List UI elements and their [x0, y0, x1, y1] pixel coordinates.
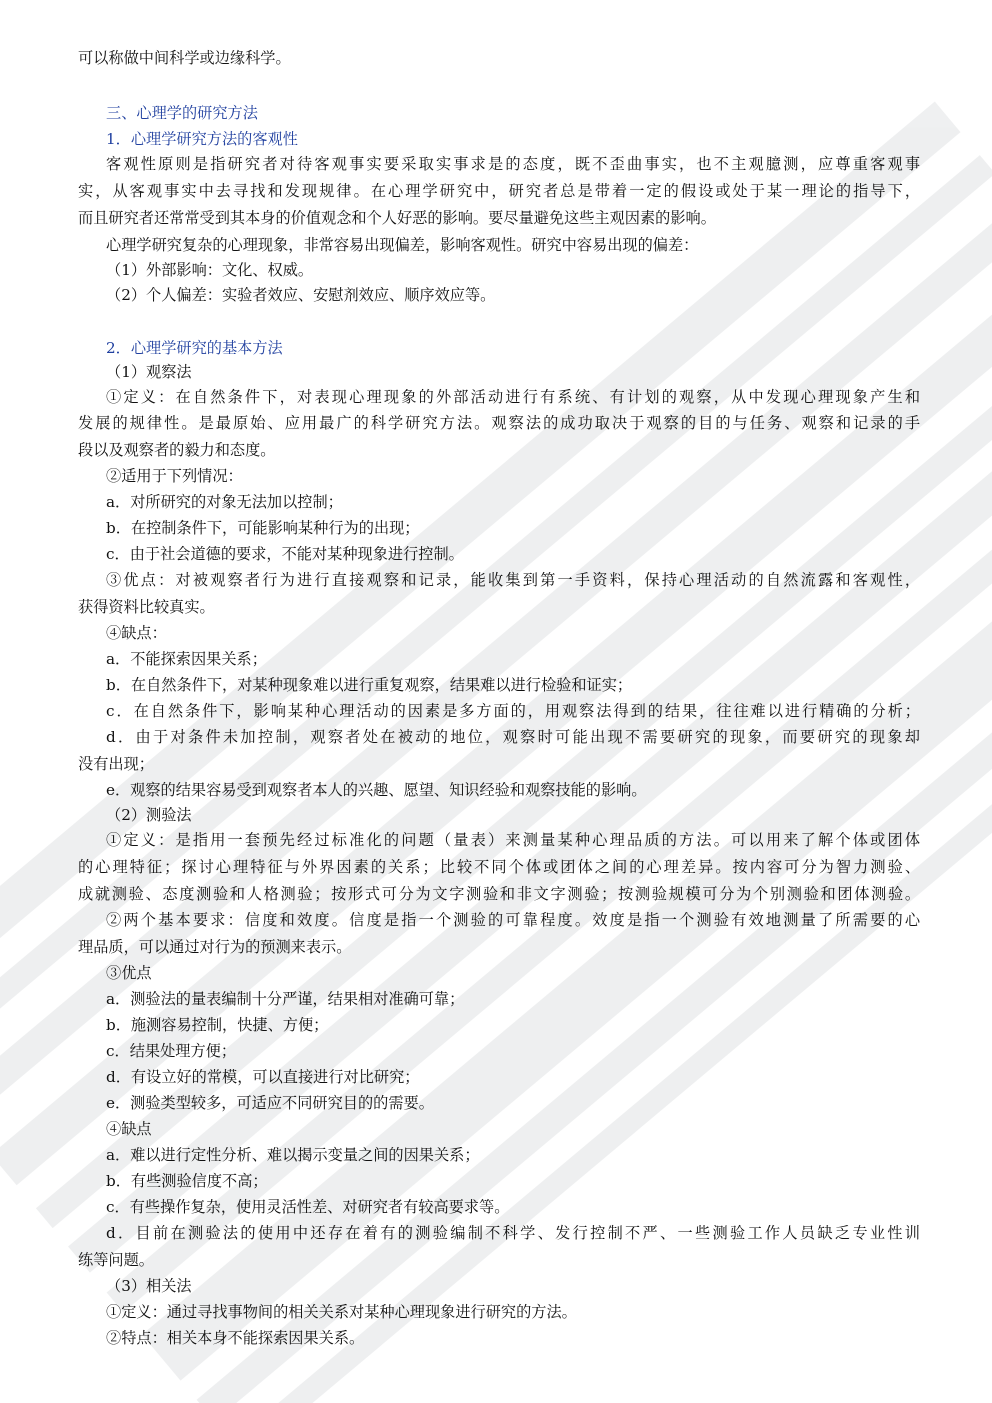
text-line: b．在控制条件下，可能影响某种行为的出现； — [106, 519, 420, 537]
subsection-heading: 2．心理学研究的基本方法 — [106, 339, 283, 357]
text-line: d．目前在测验法的使用中还存在着有的测验编制不科学、发行控制不严、一些测验工作人员缺乏专业性训 — [106, 1224, 920, 1242]
text-line: ②适用于下列情况： — [106, 467, 243, 485]
text-line: 获得资料比较真实。 — [78, 598, 215, 616]
text-line: ①定义：在自然条件下，对表现心理现象的外部活动进行有系统、有计划的观察，从中发现心理现象产生和 — [106, 388, 920, 406]
text-line: 客观性原则是指研究者对待客观事实要采取实事求是的态度，既不歪曲事实，也不主观臆测，应尊重客观事 — [106, 155, 920, 173]
text-line: 实，从客观事实中去寻找和发现规律。在心理学研究中，研究者总是带着一定的假设或处于某一理论的指导下， — [78, 182, 920, 200]
text-line: （3）相关法 — [106, 1277, 192, 1295]
text-line: b．有些测验信度不高； — [106, 1172, 268, 1190]
text-line: ③优点：对被观察者行为进行直接观察和记录，能收集到第一手资料，保持心理活动的自然流露和客观性， — [106, 571, 920, 589]
text-line: ①定义：是指用一套预先经过标准化的问题（量表）来测量某种心理品质的方法。可以用来了解个体或团体 — [106, 831, 920, 849]
text-line: （2）测验法 — [106, 806, 192, 824]
text-line: a．测验法的量表编制十分严谨，结果相对准确可靠； — [106, 990, 465, 1008]
text-line: （1）外部影响：文化、权威。 — [106, 261, 314, 279]
subsection-heading: 1．心理学研究方法的客观性 — [106, 130, 298, 148]
section-heading: 三、心理学的研究方法 — [106, 104, 258, 122]
text-line: c．结果处理方便； — [106, 1042, 237, 1060]
text-line: ③优点 — [106, 964, 152, 982]
text-line: （1）观察法 — [106, 363, 192, 381]
text-line: 可以称做中间科学或边缘科学。 — [78, 49, 291, 67]
text-line: c．有些操作复杂，使用灵活性差、对研究者有较高要求等。 — [106, 1198, 510, 1216]
text-line: ①定义：通过寻找事物间的相关关系对某种心理现象进行研究的方法。 — [106, 1303, 577, 1321]
text-line: c．在自然条件下，影响某种心理活动的因素是多方面的，用观察法得到的结果，往往难以进行精确的分析； — [106, 702, 920, 720]
text-line: ②两个基本要求：信度和效度。信度是指一个测验的可靠程度。效度是指一个测验有效地测量了所需要的心 — [106, 911, 920, 929]
text-line: 心理学研究复杂的心理现象，非常容易出现偏差，影响客观性。研究中容易出现的偏差： — [106, 236, 699, 254]
text-line: b．施测容易控制，快捷、方便； — [106, 1016, 329, 1034]
text-line: a．不能探索因果关系； — [106, 650, 267, 668]
text-line: 成就测验、态度测验和人格测验；按形式可分为文字测验和非文字测验；按测验规模可分为个别测验和团体测验。 — [78, 885, 920, 903]
text-line: d．有设立好的常模，可以直接进行对比研究； — [106, 1068, 420, 1086]
text-line: 没有出现； — [78, 755, 154, 773]
text-line: e．观察的结果容易受到观察者本人的兴趣、愿望、知识经验和观察技能的影响。 — [106, 781, 647, 799]
text-line: e．测验类型较多，可适应不同研究目的的需要。 — [106, 1094, 434, 1112]
text-line: ④缺点 — [106, 1120, 152, 1138]
text-line: 发展的规律性。是最原始、应用最广的科学研究方法。观察法的成功取决于观察的目的与任务、观察和记录的手 — [78, 414, 920, 432]
text-line: ②特点：相关本身不能探索因果关系。 — [106, 1329, 365, 1347]
text-line: a．对所研究的对象无法加以控制； — [106, 493, 343, 511]
text-line: 理品质，可以通过对行为的预测来表示。 — [78, 938, 352, 956]
text-line: 而且研究者还常常受到其本身的价值观念和个人好恶的影响。要尽量避免这些主观因素的影响。 — [78, 209, 716, 227]
text-line: c．由于社会道德的要求，不能对某种现象进行控制。 — [106, 545, 464, 563]
text-line: d．由于对条件未加控制，观察者处在被动的地位，观察时可能出现不需要研究的现象，而要研究的现象却 — [106, 728, 920, 746]
text-line: 练等问题。 — [78, 1251, 154, 1269]
text-line: ④缺点： — [106, 624, 167, 642]
text-line: 段以及观察者的毅力和态度。 — [78, 441, 276, 459]
text-line: b．在自然条件下，对某种现象难以进行重复观察，结果难以进行检验和证实； — [106, 676, 633, 694]
text-line: 的心理特征；探讨心理特征与外界因素的关系；比较不同个体或团体之间的心理差异。按内容可分为智力测验、 — [78, 858, 920, 876]
text-line: a．难以进行定性分析、难以揭示变量之间的因果关系； — [106, 1146, 480, 1164]
text-line: （2）个人偏差：实验者效应、安慰剂效应、顺序效应等。 — [106, 286, 496, 304]
